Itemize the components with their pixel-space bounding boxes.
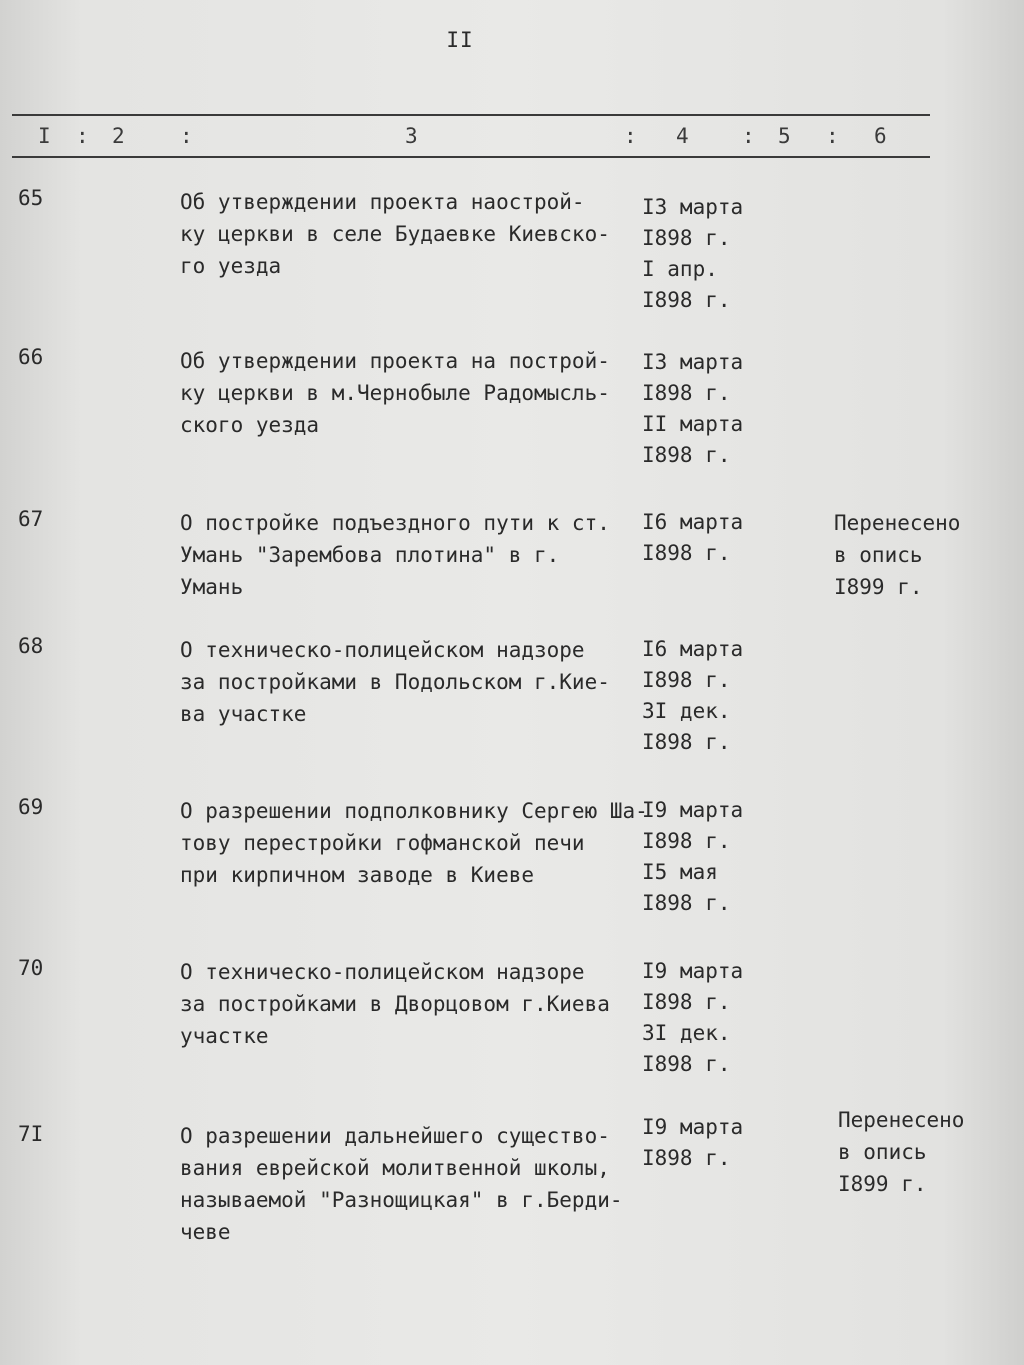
entry-number: 69 [18, 795, 44, 819]
column-header-1: I [38, 124, 51, 148]
entry-dates: I9 марта I898 г. [642, 1115, 744, 1170]
entry-title: О техническо-полицейском надзоре за постройками в Подольском г.Кие- ва участке [180, 638, 610, 726]
entry-number: 68 [18, 634, 44, 658]
entry-title: Об утверждении проекта на построй- ку церкви в м.Чернобыле Радомысль- ского уезда [180, 349, 610, 437]
column-header-3: 3 [405, 124, 418, 148]
entry-dates: I3 марта I898 г. I апр. I898 г. [642, 195, 744, 312]
entry-note: Перенесено в опись I899 г. [834, 511, 961, 599]
column-separator: : [180, 124, 193, 148]
entry-title: Об утверждении проекта наострой- ку церкви в селе Будаевке Киевско- го уезда [180, 190, 610, 278]
entry-dates: I9 марта I898 г. 3I дек. I898 г. [642, 959, 744, 1076]
entry-title: О постройке подъездного пути к ст. Умань "Зарембова плотина" в г. Умань [180, 511, 610, 599]
entry-number: 70 [18, 956, 44, 980]
entry-dates: I6 марта I898 г. 3I дек. I898 г. [642, 637, 744, 754]
entry-title: О разрешении подполковнику Сергею Ша- тову перестройки гофманской печи при кирпичном заводе в Киеве [180, 799, 648, 887]
entry-dates: I9 марта I898 г. I5 мая I898 г. [642, 798, 744, 915]
column-header-4: 4 [676, 124, 689, 148]
entry-dates: I6 марта I898 г. [642, 510, 744, 565]
page-number: II [446, 28, 474, 52]
entry-number: 65 [18, 186, 44, 210]
column-header-5: 5 [778, 124, 791, 148]
column-separator: : [624, 124, 637, 148]
entry-title: О разрешении дальнейшего существо- вания еврейской молитвенной школы, называемой "Разнощицкая" в г.Берди- чеве [180, 1124, 623, 1244]
column-separator: : [76, 124, 89, 148]
entry-title: О техническо-полицейском надзоре за постройками в Дворцовом г.Киева участке [180, 960, 610, 1048]
entry-number: 7I [18, 1122, 44, 1146]
header-top-rule [12, 114, 930, 116]
column-header-6: 6 [874, 124, 887, 148]
header-bottom-rule [12, 156, 930, 158]
entry-note: Перенесено в опись I899 г. [838, 1108, 965, 1196]
entry-dates: I3 марта I898 г. II марта I898 г. [642, 350, 744, 467]
column-header-2: 2 [112, 124, 125, 148]
column-separator: : [742, 124, 755, 148]
entry-number: 67 [18, 507, 44, 531]
column-separator: : [826, 124, 839, 148]
entry-number: 66 [18, 345, 44, 369]
